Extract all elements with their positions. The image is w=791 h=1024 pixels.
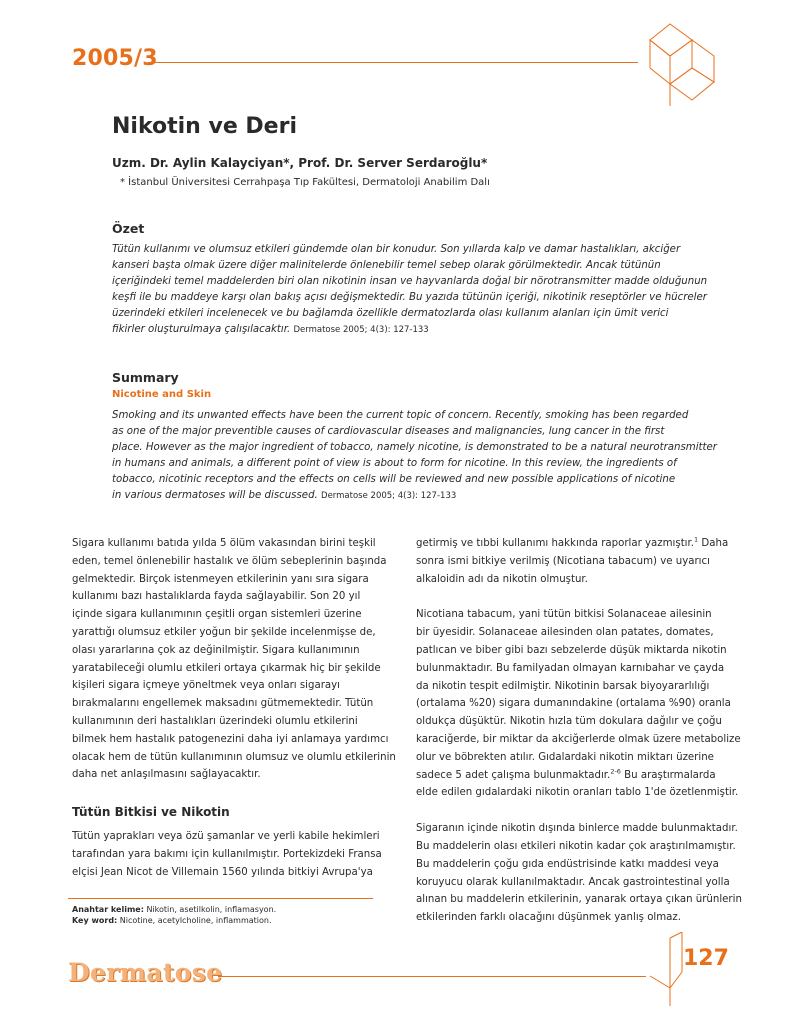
authors: Uzm. Dr. Aylin Kalayciyan*, Prof. Dr. Server Serdaroğlu* — [112, 156, 488, 170]
body-line: oldukça düşüktür. Nikotin hızla tüm dokulara dağılır ve çoğu — [416, 716, 722, 728]
keywords-en-label: Key word: — [72, 916, 118, 925]
ozet-abstract — [112, 242, 708, 338]
body-line: Bu maddelerin çoğu gıda endüstrisinde katkı maddesi veya — [416, 858, 719, 870]
body-text: sadece 5 adet çalışma bulunmaktadır. — [416, 769, 611, 781]
keywords-rule — [68, 898, 373, 899]
reference-mark: 1 — [694, 535, 699, 544]
body-line: bir üyesidir. Solanaceae ailesinden olan patates, domates, — [416, 627, 714, 639]
body-line: daha net anlaşılmasını sağlayacaktır. — [72, 769, 261, 781]
keywords-en — [72, 915, 276, 926]
keywords-block — [72, 904, 276, 926]
body-line — [416, 535, 729, 553]
abstract-line: tobacco, nicotinic receptors and the effects on cells will be reviewed and new possible applications of nicotine — [112, 474, 676, 485]
body-line: bırakmalarını engellemek maksadını gütmemektedir. Tütün — [72, 698, 374, 710]
paragraph — [416, 606, 741, 802]
abstract-line: place. However as the major ingredient of tobacco, namely nicotine, is demonstrated to be a natural neurotransmitter — [112, 442, 717, 453]
section-heading: Tütün Bitkisi ve Nikotin — [72, 805, 230, 819]
body-line: alınan bu maddelerin etkilerinin, yanarak ortaya çıkan ürünlerin — [416, 894, 742, 906]
abstract-line: in humans and animals, a different point of view is about to form for nicotine. In this review, the ingredients of — [112, 458, 677, 469]
body-line: elde edilen gıdalardaki nikotin oranları tablo 1'de özetlenmiştir. — [416, 787, 739, 799]
body-line: Sigara kullanımı batıda yılda 5 ölüm vakasından birini teşkil — [72, 538, 376, 549]
page-corner-ornament-icon — [648, 932, 718, 1014]
body-line: (ortalama %20) sigara dumanındakine (ortalama %90) oranla — [416, 698, 731, 710]
body-line: da nikotin tespit edilmiştir. Nikotinin barsak biyoyararlılığı — [416, 680, 710, 692]
header-rule — [148, 62, 638, 63]
abstract-line: üzerindeki etkileri incelenecek ve bu bağlamda özellikle dermatozlarda olası kullanım alanları için ümit verici — [112, 308, 669, 319]
body-text: Daha — [698, 538, 729, 549]
keywords-tr-label: Anahtar kelime: — [72, 905, 144, 914]
body-line: Tütün yaprakları veya özü şamanlar ve yerli kabile hekimleri — [72, 831, 380, 842]
abstract-text: in various dermatoses will be discussed. — [112, 490, 318, 501]
reference-mark: 2-6 — [610, 767, 621, 776]
body-line: olur ve böbrekten atılır. Gıdalardaki nikotin miktarı üzerine — [416, 751, 714, 763]
paragraph — [416, 820, 742, 927]
body-line: bilmek hem hastalık patogenezini daha iyi anlamaya yardımcı — [72, 733, 389, 745]
body-line: olası yararlarına çok az değinilmiştir. Sigara kullanımının — [72, 644, 360, 656]
abstract-line: kanseri başta olmak üzere diğer malinitelerde önlenebilir temel sebep olarak görülmektedir. Ancak tütünün — [112, 260, 661, 271]
body-line: elçisi Jean Nicot de Villemain 1560 yılında bitkiyi Avrupa'ya — [72, 866, 373, 878]
body-line: kullanımının deri hastalıkları üzerindeki olumlu etkilerini — [72, 715, 358, 727]
body-line: yaratabileceği olumlu etkileri ortaya çıkarmak hiç bir şekilde — [72, 662, 381, 674]
ozet-heading: Özet — [112, 221, 145, 236]
body-line: patlıcan ve biber gibi bazı sebzelerde düşük miktarda nikotin — [416, 644, 727, 656]
body-line: içinde sigara kullanımının çeşitli organ sistemleri üzerine — [72, 609, 362, 621]
body-line: tarafından yara bakımı için kullanılmıştır. Portekizdeki Fransa — [72, 848, 382, 860]
keywords-tr-value: Nikotin, asetilkolin, inflamasyon. — [143, 905, 277, 914]
abstract-line: keşfi ile bu maddeye karşı olan bakış açısı değişmektedir. Bu yazıda tütünün içeriği, nikotinik reseptörler ve hücreler — [112, 292, 707, 303]
abstract-line — [112, 488, 684, 504]
body-line: eden, temel önlenebilir hastalık ve ölüm sebeplerinin başında — [72, 555, 387, 567]
body-line: Sigaranın içinde nikotin dışında binlerce madde bulunmaktadır. — [416, 823, 738, 835]
body-line: kişileri sigara içmeye yöneltmek veya onları sigarayı — [72, 680, 341, 692]
body-line: etkilerinden farklı olacağını düşünmek yanlış olmaz. — [416, 912, 682, 924]
summary-heading: Summary — [112, 370, 179, 385]
body-line: bulunmaktadır. Bu familyadan olmayan karnıbahar ve çayda — [416, 662, 725, 674]
citation: Dermatose 2005; 4(3): 127-133 — [321, 491, 457, 501]
body-line: sonra ismi bitkiye verilmiş (Nicotiana tabacum) ve uyarıcı — [416, 555, 710, 567]
affiliation: * İstanbul Üniversitesi Cerrahpaşa Tıp Fakültesi, Dermatoloji Anabilim Dalı — [120, 177, 490, 188]
body-line: yarattığı olumsuz etkiler yoğun bir şekilde incelenmişse de, — [72, 626, 376, 638]
abstract-text: fikirler oluşturulmaya çalışılacaktır. — [112, 324, 291, 335]
body-line: koruyucu olarak kullanılmaktadır. Ancak gastrointestinal yolla — [416, 876, 730, 888]
body-line: gelmektedir. Birçok istenmeyen etkilerinin yanı sıra sigara — [72, 573, 369, 585]
body-line: Nicotiana tabacum, yani tütün bitkisi Solanaceae ailesinin — [416, 609, 712, 621]
abstract-line: Smoking and its unwanted effects have been the current topic of concern. Recently, smoking has been regarded — [112, 410, 689, 421]
page-number: 127 — [683, 946, 729, 971]
citation: Dermatose 2005; 4(3): 127-133 — [293, 325, 429, 335]
body-right-column — [416, 535, 742, 945]
cube-ornament-icon — [640, 18, 730, 110]
journal-logo: Dermatose — [68, 958, 223, 987]
body-line — [416, 767, 721, 785]
body-line: Bu maddelerin olası etkileri nikotin kadar çok araştırılmamıştır. — [416, 840, 736, 852]
body-line: olacak hem de tütün kullanımının olumsuz ve olumlu etkilerinin — [72, 751, 396, 763]
article-title: Nikotin ve Deri — [112, 114, 297, 139]
paragraph — [416, 535, 729, 588]
body-line: alkaloidin adı da nikotin olmuştur. — [416, 573, 588, 585]
body-line: karaciğerde, bir miktar da akciğerlerde olmak üzere metabolize — [416, 733, 741, 745]
body-left-column-continued — [72, 828, 382, 881]
body-text: getirmiş ve tıbbi kullanımı hakkında raporlar yazmıştır. — [416, 538, 695, 549]
abstract-line — [112, 322, 684, 338]
keywords-en-value: Nicotine, acetylcholine, inflammation. — [117, 916, 272, 925]
paragraph — [72, 535, 396, 784]
body-line: kullanımı bazı hastalıklarda fayda sağlayabilir. Son 20 yıl — [72, 591, 361, 603]
abstract-line: içeriğindeki temel maddelerden biri olan nikotinin insan ve hayvanlarda doğal bir nörotransmitter madde olduğunun — [112, 276, 708, 287]
body-text: Bu araştırmalarda — [620, 769, 716, 781]
abstract-line: as one of the major preventible causes of cardiovascular diseases and malignancies, lung cancer in the first — [112, 426, 665, 437]
abstract-line: Tütün kullanımı ve olumsuz etkileri gündemde olan bir konudur. Son yıllarda kalp ve damar hastalıkları, akciğer — [112, 244, 681, 255]
body-left-column — [72, 535, 396, 802]
keywords-tr — [72, 904, 276, 915]
issue-label: 2005/3 — [72, 46, 158, 71]
summary-subtitle: Nicotine and Skin — [112, 389, 212, 400]
footer-rule — [218, 976, 646, 977]
summary-abstract — [112, 408, 717, 504]
